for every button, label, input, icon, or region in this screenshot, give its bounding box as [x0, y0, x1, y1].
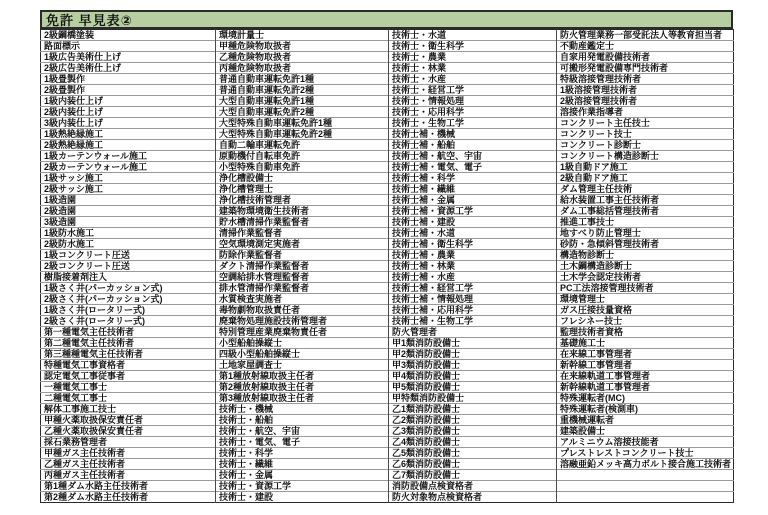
license-cell: 乙1類消防設備士 — [389, 404, 557, 415]
license-cell: 甲種ガス主任技術者 — [41, 448, 216, 459]
license-cell: 特級溶接管理技術者 — [557, 74, 734, 85]
license-cell: 技術士補・経営工学 — [389, 283, 557, 294]
license-cell: アルミニウム溶接技能者 — [557, 437, 734, 448]
license-cell: 技術士・応用科学 — [389, 107, 557, 118]
license-cell: 第一種電気主任技術者 — [41, 327, 216, 338]
license-cell: 技術士補・情報処理 — [389, 294, 557, 305]
license-cell: 1級サッシ施工 — [41, 173, 216, 184]
table-row — [41, 415, 734, 426]
license-cell: 土木鋼構造診断士 — [557, 261, 734, 272]
license-cell: 2級自動ドア施工 — [557, 173, 734, 184]
table-row — [41, 239, 734, 250]
license-cell: プレストレストコンクリート技士 — [557, 448, 734, 459]
license-cell: 小型船舶操縦士 — [216, 338, 389, 349]
license-cell: 1級自動ドア施工 — [557, 162, 734, 173]
license-cell: 在来線軌道工事管理者 — [557, 371, 734, 382]
license-cell: 1級内装仕上げ — [41, 96, 216, 107]
license-cell: 乙種ガス主任技術者 — [41, 459, 216, 470]
table-row — [41, 63, 734, 74]
license-cell: 第2種放射線取扱主任者 — [216, 382, 389, 393]
table-row — [41, 338, 734, 349]
license-cell: 特種電気工事資格者 — [41, 360, 216, 371]
license-cell: 丙種危険物取扱者 — [216, 63, 389, 74]
license-cell: 1級熱絶縁施工 — [41, 129, 216, 140]
license-cell: 甲4類消防設備士 — [389, 371, 557, 382]
table-row — [41, 184, 734, 195]
license-cell: 新幹線軌道工事管理者 — [557, 382, 734, 393]
license-cell: 普通自動車運転免許2種 — [216, 85, 389, 96]
table-row — [41, 360, 734, 371]
license-cell: 技術士補・航空、宇宙 — [389, 151, 557, 162]
license-cell: 第3種放射線取扱主任者 — [216, 393, 389, 404]
license-cell: 2級サッシ施工 — [41, 184, 216, 195]
license-cell: 甲1類消防設備士 — [389, 338, 557, 349]
license-cell: 第1種放射線取扱主任者 — [216, 371, 389, 382]
license-cell: ダム工事総括管理技術者 — [557, 206, 734, 217]
license-cell: 廃棄物処理施設技術管理者 — [216, 316, 389, 327]
license-cell: 2級コンクリート圧送 — [41, 261, 216, 272]
license-cell: 2級内装仕上げ — [41, 107, 216, 118]
license-cell: 技術士補・水道 — [389, 228, 557, 239]
license-cell: 2級鋼橋塗装 — [44, 30, 95, 40]
license-cell: 土木学会認定技術者 — [557, 272, 734, 283]
license-cell: 1級溶接管理技術者 — [557, 85, 734, 96]
license-cell: 甲5類消防設備士 — [389, 382, 557, 393]
license-cell: 認定電気工事従事者 — [41, 371, 216, 382]
table-row — [41, 151, 734, 162]
license-cell: 小型特殊自動車免許 — [216, 162, 389, 173]
table-row — [41, 470, 734, 481]
license-table — [40, 29, 734, 503]
table-row — [41, 426, 734, 437]
license-cell: 建築物環境衛生技術者 — [216, 206, 389, 217]
table-row — [41, 382, 734, 393]
license-cell: 重機械運転者 — [557, 415, 734, 426]
table-row — [41, 250, 734, 261]
license-cell: 乙4類消防設備士 — [389, 437, 557, 448]
table-row — [41, 371, 734, 382]
license-sheet — [40, 10, 733, 503]
license-cell: 2級広告美術仕上げ — [41, 63, 216, 74]
license-cell: 大型特殊自動車運転免許1種 — [216, 118, 389, 129]
license-cell: 自家用発電設備技術者 — [557, 52, 734, 63]
table-row — [41, 294, 734, 305]
table-row — [41, 118, 734, 129]
license-cell: 1級造園 — [41, 195, 216, 206]
license-cell: 一種電気工事士 — [41, 382, 216, 393]
license-cell: 2級畳製作 — [41, 85, 216, 96]
license-cell: 監理技術者資格 — [557, 327, 734, 338]
table-row — [41, 206, 734, 217]
license-cell: 砂防・急傾斜管理技術者 — [557, 239, 734, 250]
license-cell: 毒物劇物取扱責任者 — [216, 305, 389, 316]
license-cell: 原動機付自転車免許 — [216, 151, 389, 162]
license-cell: 環境管理士 — [557, 294, 734, 305]
license-cell: 基礎施工士 — [557, 338, 734, 349]
license-cell: 技術士補・林業 — [389, 261, 557, 272]
license-cell: 防除作業監督者 — [216, 250, 389, 261]
license-cell: 解体工事施工技士 — [41, 404, 216, 415]
license-cell: 甲種火薬取扱保安責任者 — [41, 415, 216, 426]
license-cell: 樹脂接着剤注入 — [41, 272, 216, 283]
license-cell: コンクリート構造診断士 — [557, 151, 734, 162]
license-cell: コンクリート主任技士 — [557, 118, 734, 129]
license-cell: 3級造園 — [41, 217, 216, 228]
page-title-bar — [40, 10, 733, 29]
license-cell: 技術士補・船舶 — [389, 140, 557, 151]
license-cell: 技術士・機械 — [216, 404, 389, 415]
license-cell: 大型自動車運転免許1種 — [216, 96, 389, 107]
table-row — [41, 107, 734, 118]
license-cell: 技術士・衛生科学 — [389, 41, 557, 52]
license-cell: PC工法溶接管理技術者 — [557, 283, 734, 294]
license-cell — [557, 492, 734, 503]
license-cell: 技術士・建設 — [216, 492, 389, 503]
license-cell: 2級熱絶縁施工 — [41, 140, 216, 151]
license-cell: 乙種火薬取扱保安責任者 — [41, 426, 216, 437]
license-cell: 1級さく井(ロータリー式) — [41, 305, 216, 316]
license-cell: 第2種ダム水路主任技術者 — [41, 492, 216, 503]
license-cell: 可搬形発電設備専門技術者 — [557, 63, 734, 74]
license-cell: 二種電気工事士 — [41, 393, 216, 404]
license-cell: 技術士補・電気、電子 — [389, 162, 557, 173]
license-cell: ガス圧接技量資格 — [557, 305, 734, 316]
table-row — [41, 283, 734, 294]
table-row — [41, 272, 734, 283]
table-row — [41, 327, 734, 338]
table-row — [41, 195, 734, 206]
license-cell: 技術士・科学 — [216, 448, 389, 459]
license-cell: フレシネー技士 — [557, 316, 734, 327]
license-cell: コンクリート技士 — [557, 129, 734, 140]
license-cell: 技術士補・水産 — [389, 272, 557, 283]
license-cell: 在来線工事管理者 — [557, 349, 734, 360]
table-row — [41, 140, 734, 151]
license-cell: 排水管清掃作業監督者 — [216, 283, 389, 294]
license-cell: 1級カーテンウォール施工 — [41, 151, 216, 162]
license-cell: 甲3類消防設備士 — [389, 360, 557, 371]
license-cell: 自動二輪車運転免許 — [216, 140, 389, 151]
table-row — [41, 349, 734, 360]
table-row — [41, 41, 734, 52]
license-cell: 地すべり防止管理士 — [557, 228, 734, 239]
license-cell: 3級内装仕上げ — [41, 118, 216, 129]
license-cell: 技術士補・応用科学 — [389, 305, 557, 316]
license-cell: 1級広告美術仕上げ — [41, 52, 216, 63]
license-cell: 防火対象物点検資格者 — [389, 492, 557, 503]
table-row — [41, 74, 734, 85]
license-cell: 技術士・生物工学 — [389, 118, 557, 129]
license-cell: 防火管理者 — [389, 327, 557, 338]
license-cell: 乙6類消防設備士 — [389, 459, 557, 470]
license-cell: 乙3類消防設備士 — [389, 426, 557, 437]
table-row — [41, 437, 734, 448]
license-cell: 普通自動車運転免許1種 — [216, 74, 389, 85]
license-cell: ダム管理主任技術 — [557, 184, 734, 195]
license-cell: 技術士補・建設 — [389, 217, 557, 228]
license-cell: 技術士補・繊維 — [389, 184, 557, 195]
license-cell: 1級防水施工 — [41, 228, 216, 239]
license-cell: 清掃作業監督者 — [216, 228, 389, 239]
license-cell: 四級小型船舶操縦士 — [216, 349, 389, 360]
license-cell: 1級コンクリート圧送 — [41, 250, 216, 261]
license-cell: 技術士・水道 — [389, 30, 557, 41]
table-row — [41, 85, 734, 96]
license-cell: 空気環境測定実施者 — [216, 239, 389, 250]
license-cell: 乙5類消防設備士 — [389, 448, 557, 459]
table-row — [41, 261, 734, 272]
license-cell: 乙7類消防設備士 — [389, 470, 557, 481]
license-cell: 技術士・水産 — [389, 74, 557, 85]
table-row — [41, 217, 734, 228]
license-cell: 技術士・航空、宇宙 — [216, 426, 389, 437]
license-cell: 大型自動車運転免許2種 — [216, 107, 389, 118]
license-cell: コンクリート診断士 — [557, 140, 734, 151]
license-cell: 特殊運転者(検測車) — [557, 404, 734, 415]
license-cell: 技術士・情報処理 — [389, 96, 557, 107]
table-row — [41, 228, 734, 239]
license-cell: ダクト清掃作業監督者 — [216, 261, 389, 272]
license-cell: 第三種種電気主任技術者 — [41, 349, 216, 360]
license-cell: 大型特殊自動車運転免許2種 — [216, 129, 389, 140]
table-row — [41, 481, 734, 492]
license-cell: 2級溶接管理技術者 — [557, 96, 734, 107]
license-cell: 水質検査実施者 — [216, 294, 389, 305]
license-cell: 推進工事技士 — [557, 217, 734, 228]
license-cell: 給水装置工事主任技術者 — [557, 195, 734, 206]
license-cell: 技術士・林業 — [389, 63, 557, 74]
license-cell: 浄化槽設備士 — [216, 173, 389, 184]
license-cell: 技術士・資源工学 — [216, 481, 389, 492]
table-row — [41, 492, 734, 503]
license-cell: 空調給排水管理監督者 — [216, 272, 389, 283]
license-cell: 乙2類消防設備士 — [389, 415, 557, 426]
license-cell: 貯水槽清掃作業監督者 — [216, 217, 389, 228]
license-cell: 第1種ダム水路主任技術者 — [41, 481, 216, 492]
license-cell: 土地家屋調査士 — [216, 360, 389, 371]
license-cell: 2級さく井(ロータリー式) — [41, 316, 216, 327]
license-cell: 環境計量士 — [216, 30, 389, 41]
license-cell: 不動産鑑定士 — [557, 41, 734, 52]
license-cell: 溶接作業指導者 — [557, 107, 734, 118]
license-cell — [557, 481, 734, 492]
license-cell: 技術士補・生物工学 — [389, 316, 557, 327]
license-cell: 丙種ガス主任技術者 — [41, 470, 216, 481]
table-row — [41, 52, 734, 63]
license-cell: 採石業務管理者 — [41, 437, 216, 448]
license-cell: 技術士補・機械 — [389, 129, 557, 140]
page-title: 免許 早見表② — [46, 13, 133, 28]
license-cell: 甲特類消防設備士 — [389, 393, 557, 404]
license-cell: 技術士・金属 — [216, 470, 389, 481]
license-cell: 技術士・農業 — [389, 52, 557, 63]
table-row — [41, 305, 734, 316]
license-cell: 技術士補・科学 — [389, 173, 557, 184]
table-row — [41, 162, 734, 173]
license-cell: 1級畳製作 — [41, 74, 216, 85]
license-cell: 技術士・経営工学 — [389, 85, 557, 96]
license-cell: 技術士・船舶 — [216, 415, 389, 426]
license-cell: 特別管理産業廃棄物責任者 — [216, 327, 389, 338]
license-cell: 特殊運転者(MC) — [557, 393, 734, 404]
license-cell: 建築設備士 — [557, 426, 734, 437]
license-cell: 第二種電気主任技術者 — [41, 338, 216, 349]
license-cell: 乙種危険物取扱者 — [216, 52, 389, 63]
table-row — [41, 129, 734, 140]
license-cell: 1級さく井(パーカッション式) — [41, 283, 216, 294]
table-row — [41, 393, 734, 404]
license-cell — [557, 470, 734, 481]
license-cell: 2級防水施工 — [41, 239, 216, 250]
license-cell: 溶融亜鉛メッキ高力ボルト接合施工技術者 — [557, 459, 734, 470]
table-row — [41, 404, 734, 415]
license-cell: 2級カーテンウォール施工 — [41, 162, 216, 173]
license-cell: 消防設備点検資格者 — [389, 481, 557, 492]
license-cell: 浄化槽技術管理者 — [216, 195, 389, 206]
license-cell: 技術士補・衛生科学 — [389, 239, 557, 250]
license-cell: 技術士補・農業 — [389, 250, 557, 261]
license-cell: 技術士補・金属 — [389, 195, 557, 206]
license-cell: 技術士・繊維 — [216, 459, 389, 470]
license-cell: 2級さく井(パーカッション式) — [41, 294, 216, 305]
license-cell: 新幹線工事管理者 — [557, 360, 734, 371]
table-row — [41, 316, 734, 327]
table-row — [41, 448, 734, 459]
table-row — [41, 96, 734, 107]
license-cell: 路面標示 — [41, 41, 216, 52]
license-cell: 甲2類消防設備士 — [389, 349, 557, 360]
license-cell: 防火管理業務一部受託法人等教育担当者 — [557, 30, 734, 41]
license-cell: 2級造園 — [41, 206, 216, 217]
table-row — [41, 173, 734, 184]
license-cell: 構造物診断士 — [557, 250, 734, 261]
table-row — [41, 459, 734, 470]
license-cell: 甲種危険物取扱者 — [216, 41, 389, 52]
table-row — [41, 30, 734, 41]
license-cell: 技術士補・資源工学 — [389, 206, 557, 217]
license-cell: 技術士・電気、電子 — [216, 437, 389, 448]
license-cell: 浄化槽管理士 — [216, 184, 389, 195]
